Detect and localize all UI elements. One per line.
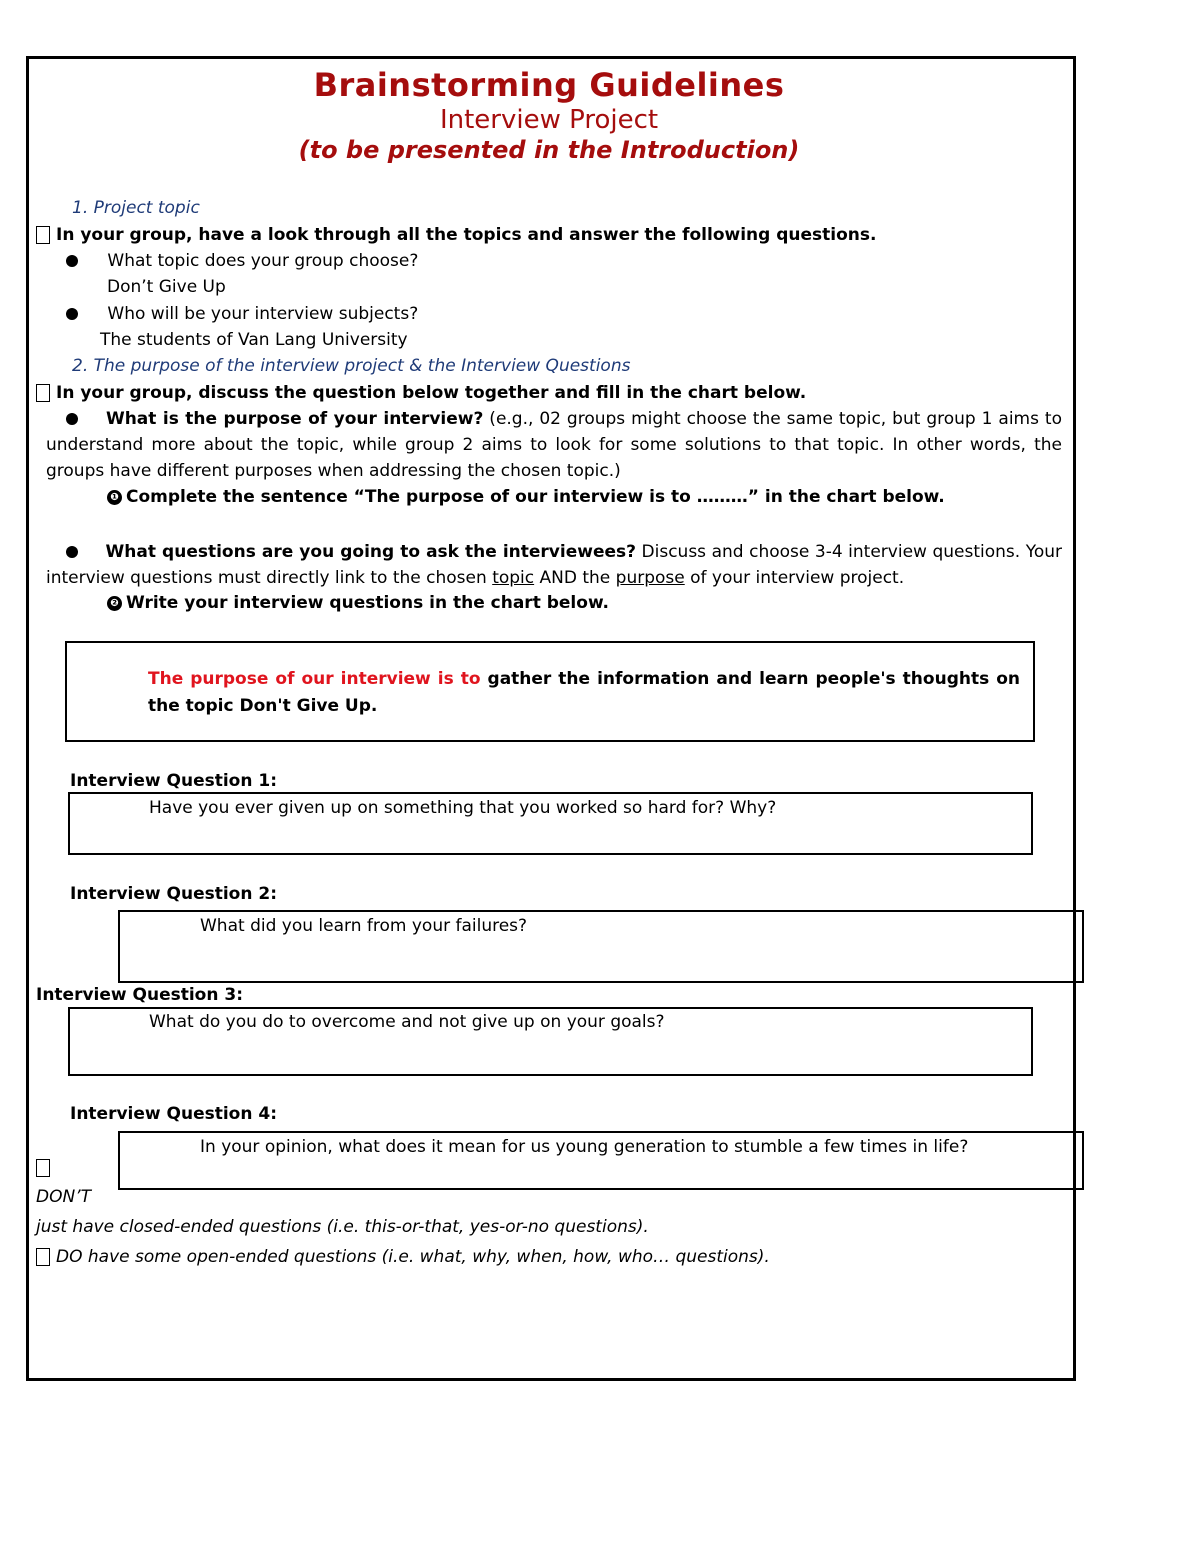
- questions-question: What questions are you going to ask the interviewees? Discuss and choose 3-4 interview questions. Your interview questions must directly link to the chosen topic AND the purpose of your interview project.: [46, 542, 1063, 588]
- section1-question-1: What topic does your group choose?: [66, 251, 418, 271]
- document-title: Brainstorming Guidelines: [313, 66, 785, 104]
- bullet-icon: [66, 546, 78, 558]
- bullet-icon: [66, 413, 78, 425]
- missing-glyph-icon: [36, 384, 50, 402]
- section2-heading: 2. The purpose of the interview project & the Interview Questions: [72, 356, 631, 376]
- do-note: DO have some open-ended questions (i.e. what, why, when, how, who… questions).: [36, 1247, 770, 1267]
- step-2-marker-icon: ❷: [107, 596, 122, 611]
- step-1-instruction: ❶ Complete the sentence “The purpose of our interview is to ………” in the chart below.: [107, 487, 945, 507]
- section2-instruction: In your group, discuss the question below together and fill in the chart below.: [36, 383, 806, 403]
- document-subtitle: Interview Project: [439, 105, 659, 135]
- section1-answer-2: The students of Van Lang University: [100, 330, 408, 350]
- section1-heading: 1. Project topic: [72, 198, 200, 218]
- step-2-instruction: ❷ Write your interview questions in the chart below.: [107, 593, 609, 613]
- question-1-label: Interview Question 1:: [70, 771, 278, 791]
- question-1-answer: Have you ever given up on something that you worked so hard for? Why?: [149, 798, 777, 818]
- document-note: (to be presented in the Introduction): [298, 136, 800, 164]
- question-3-label: Interview Question 3:: [36, 985, 244, 1005]
- bullet-icon: [66, 308, 78, 320]
- dont-note: DON’T: [36, 1187, 91, 1207]
- section1-question-2: Who will be your interview subjects?: [66, 304, 418, 324]
- question-2-label: Interview Question 2:: [70, 884, 278, 904]
- question-4-label: Interview Question 4:: [70, 1104, 278, 1124]
- question-3-answer: What do you do to overcome and not give up on your goals?: [149, 1012, 665, 1032]
- step-1-marker-icon: ❶: [107, 490, 122, 505]
- section1-instruction: In your group, have a look through all the topics and answer the following questions.: [36, 225, 876, 245]
- purpose-question: What is the purpose of your interview? (e.g., 02 groups might choose the same topic, but group 1 aims to understand more about the topic, while group 2 aims to look for some solutions to that topic. In other words, the groups have different purposes when addressing the chosen topic.): [46, 409, 1062, 481]
- dont-note-detail: just have closed-ended questions (i.e. this-or-that, yes-or-no questions).: [36, 1217, 649, 1237]
- missing-glyph-icon: [36, 226, 50, 244]
- question-2-answer: What did you learn from your failures?: [200, 916, 528, 936]
- missing-glyph-icon: [36, 1158, 56, 1178]
- purpose-answer: The purpose of our interview is to gather the information and learn people's thoughts on the topic Don't Give Up.: [148, 669, 1020, 716]
- section1-answer-1: Don’t Give Up: [107, 277, 226, 297]
- question-4-answer: In your opinion, what does it mean for us young generation to stumble a few times in life?: [200, 1137, 969, 1157]
- missing-glyph-icon: [36, 1248, 50, 1266]
- bullet-icon: [66, 255, 78, 267]
